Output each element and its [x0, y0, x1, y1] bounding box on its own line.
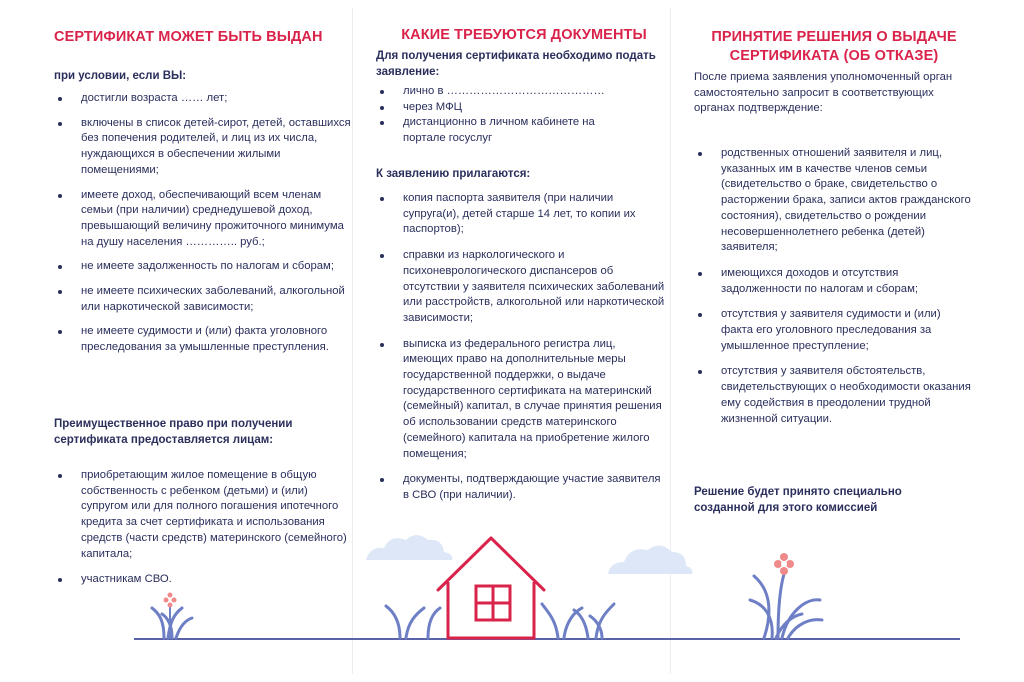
illustration-layer [36, 8, 988, 674]
list-item: через МФЦ [376, 100, 666, 116]
eligibility-title: СЕРТИФИКАТ МОЖЕТ БЫТЬ ВЫДАН [54, 29, 323, 45]
list-item: имеете доход, обеспечивающий всем членам семьи (при наличии) среднедушевой доход, превышающий величину прожиточного минимума на душу населения ………….. руб.; [54, 188, 354, 251]
list-item: лично в …………………………………… [376, 84, 666, 100]
list-item: не имеете судимости и (или) факта уголовного преследования за умышленные преступления. [54, 324, 354, 355]
list-item: имеющихся доходов и отсутствия задолженности по налогам и сборам; [694, 266, 974, 297]
list-item: справки из наркологического и психоневрологического диспансеров об отсутствии у заявителя психических заболеваний или расстройств, алкогольной или наркотической зависимости; [376, 248, 666, 327]
cloud-left [366, 535, 452, 560]
list-item: участникам СВО. [54, 572, 354, 588]
documents-title: КАКИЕ ТРЕБУЮТСЯ ДОКУМЕНТЫ [401, 27, 647, 43]
list-item: приобретающим жилое помещение в общую собственность с ребенком (детьми) и (или) супругом или для полного погашения ипотечного кредита за счет сертификата и использования средств (части средств) материнского (семейного) капитала; [54, 468, 354, 562]
list-item: родственных отношений заявителя и лиц, указанных им в качестве членов семьи (свидетельство о браке, свидетельство о расторжении брака, записи актов гражданского состояния), свидетельство о рождении несовершеннолетнего ребенка (детей) заявителя; [694, 146, 974, 256]
plant-right-of-house [542, 604, 614, 638]
plant-left-of-house [386, 606, 440, 638]
list-item: отсутствия у заявителя судимости и (или) факта его уголовного преследования за умышленное преступление; [694, 307, 974, 354]
list-item: копия паспорта заявителя (при наличии супруга(и), детей старше 14 лет, то копии их паспортов); [376, 191, 666, 238]
decision-title: ПРИНЯТИЕ РЕШЕНИЯ О ВЫДАЧЕ СЕРТИФИКАТА (ОБ ОТКАЗЕ) [711, 29, 957, 64]
list-item: включены в список детей-сирот, детей, оставшихся без попечения родителей, и лиц из их числа, нуждающихся в обеспечении жилыми помещениями; [54, 116, 354, 179]
list-item: документы, подтверждающие участие заявителя в СВО (при наличии). [376, 472, 666, 503]
list-item: выписка из федерального регистра лиц, имеющих право на дополнительные меры государственной поддержки, о выдаче государственного сертификата на материнский (семейный) капитал, в случае принятия решения об использовании средств материнского (семейного) капитала на приобретение жилого помещения; [376, 337, 666, 463]
decision-closing: Решение будет принято специально созданной для этого комиссией [694, 486, 902, 514]
list-item: достигли возраста …… лет; [54, 91, 354, 107]
priority-lead: Преимущественное право при получении сертификата предоставляется лицам: [54, 418, 293, 446]
house-icon [438, 538, 544, 638]
list-item: не имеете психических заболеваний, алкогольной или наркотической зависимости; [54, 284, 354, 315]
leaflet-page [36, 8, 988, 674]
list-item: отсутствия у заявителя обстоятельств, свидетельствующих о необходимости оказания ему содействия в преодолении трудной жизненной ситуации. [694, 364, 974, 427]
list-item: дистанционно в личном кабинете на портале госуслуг [376, 115, 666, 146]
eligibility-lead: при условии, если ВЫ: [54, 70, 187, 82]
cloud-right [608, 545, 692, 574]
list-item: не имеете задолженность по налогам и сборам; [54, 259, 354, 275]
attachments-lead: К заявлению прилагаются: [376, 168, 531, 180]
decision-intro: После приема заявления уполномоченный орган самостоятельно запросит в соответствующих органах подтверждение: [694, 71, 953, 115]
documents-lead: Для получения сертификата необходимо подать заявление: [376, 50, 656, 78]
flower-left-icon [152, 593, 192, 639]
flower-right-icon [750, 553, 822, 638]
